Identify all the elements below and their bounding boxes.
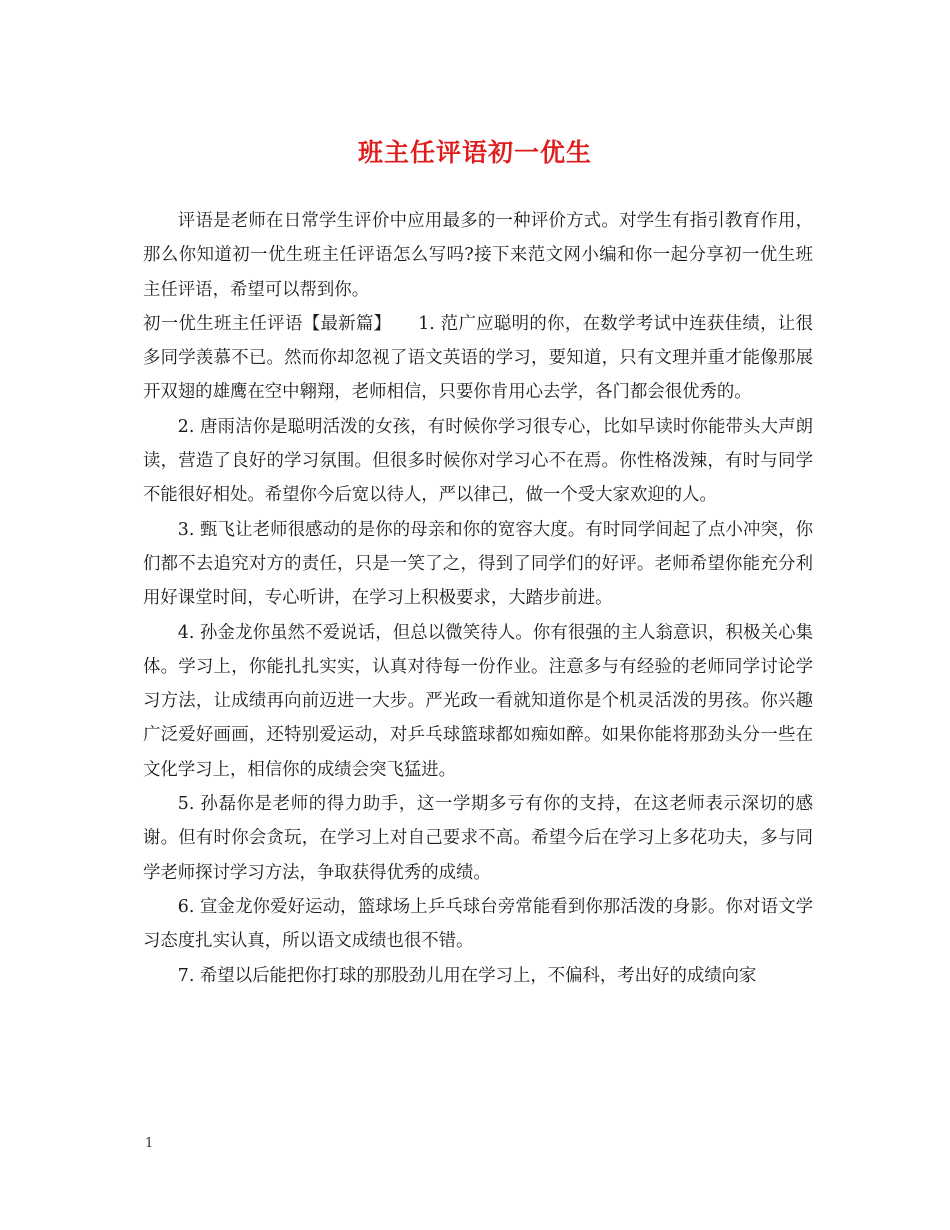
comment-paragraph-2: 2. 唐雨洁你是聪明活泼的女孩，有时候你学习很专心，比如早读时你能带头大声朗读，营造了良好的学习氛围。但很多时候你对学习心不在焉。你性格泼辣，有时与同学不能很好相处。希望你今后宽以待人，严以律己，做一个受大家欢迎的人。 bbox=[143, 416, 813, 506]
document-title: 班主任评语初一优生 bbox=[357, 138, 592, 167]
document-body bbox=[143, 204, 813, 993]
intro-paragraph: 评语是老师在日常学生评价中应用最多的一种评价方式。对学生有指引教育作用，那么你知道初一优生班主任评语怎么写吗?接下来范文网小编和你一起分享初一优生班主任评语，希望可以帮到你。 bbox=[143, 211, 813, 300]
comment-paragraph-1: 初一优生班主任评语【最新篇】 1. 范广应聪明的你，在数学考试中连获佳绩，让很多同学羡慕不已。然而你却忽视了语文英语的学习，要知道，只有文理并重才能像那展开双翅的雄鹰在空中翱翔，老师相信，只要你肯用心去学，各门都会很优秀的。 bbox=[143, 313, 813, 403]
comment-paragraph-4: 4. 孙金龙你虽然不爱说话，但总以微笑待人。你有很强的主人翁意识，积极关心集体。学习上，你能扎扎实实，认真对待每一份作业。注意多与有经验的老师同学讨论学习方法，让成绩再向前迈进一大步。严光政一看就知道你是个机灵活泼的男孩。你兴趣广泛爱好画画，还特别爱运动，对乒乓球篮球都如痴如醉。如果你能将那劲头分一些在文化学习上，相信你的成绩会突飞猛进。 bbox=[143, 622, 813, 780]
page-number: 1 bbox=[145, 1136, 154, 1151]
comment-paragraph-6: 6. 宣金龙你爱好运动，篮球场上乒乓球台旁常能看到你那活泼的身影。你对语文学习态度扎实认真，所以语文成绩也很不错。 bbox=[143, 896, 813, 952]
comment-paragraph-7: 7. 希望以后能把你打球的那股劲儿用在学习上，不偏科，考出好的成绩向家 bbox=[177, 965, 757, 986]
comment-paragraph-5: 5. 孙磊你是老师的得力助手，这一学期多亏有你的支持，在这老师表示深切的感谢。但有时你会贪玩，在学习上对自己要求不高。希望今后在学习上多花功夫，多与同学老师探讨学习方法，争取获得优秀的成绩。 bbox=[143, 794, 813, 883]
comment-paragraph-3: 3. 甄飞让老师很感动的是你的母亲和你的宽容大度。有时同学间起了点小冲突，你们都不去追究对方的责任，只是一笑了之，得到了同学们的好评。老师希望你能充分利用好课堂时间，专心听讲，在学习上积极要求，大踏步前进。 bbox=[143, 519, 813, 609]
